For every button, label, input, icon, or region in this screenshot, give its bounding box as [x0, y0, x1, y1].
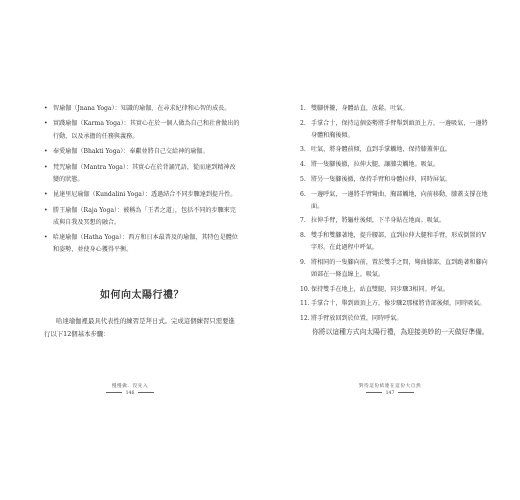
right-page-footer — [330, 383, 450, 397]
step-item — [300, 118, 490, 142]
footer-rule — [106, 392, 122, 393]
step-text: 將手臂放回到於位置，同時呼氣。 — [311, 314, 403, 322]
step-number: 7. — [300, 217, 306, 225]
bullet-icon: • — [44, 191, 48, 199]
bullet-icon: • — [44, 163, 48, 171]
step-item — [300, 159, 490, 171]
step-number: 3. — [300, 146, 306, 154]
bullet-icon: • — [44, 148, 48, 156]
page-number: 146 — [125, 391, 135, 396]
left-page-footer — [70, 383, 190, 397]
step-text: 將相同的一隻腳向前，置於雙手之間，彎曲膝部，直到跪著和腳向頭部在一條直線上。吸氣。 — [311, 258, 488, 278]
intro-paragraph: 哈達瑜伽裡最具代表性的練習是拜日式。完成這個練習只需要進行以下12個基本步驟： — [44, 317, 235, 338]
yoga-types-list — [44, 103, 240, 260]
step-item — [300, 189, 490, 213]
list-item: • 哈達瑜伽（Hatha Yoga）：西方和日本最普及的瑜伽，其特色是體位和姿勢，並使身心獲得平衡。 — [44, 234, 238, 254]
step-text: 雙腳併攏，身體站直，放鬆。吐氣。 — [311, 105, 409, 112]
list-item: • 勝王瑜伽（Raja Yoga）：被稱為「王者之道」，包括不同的步驟來完成與自我及冥想的融合。 — [44, 206, 236, 226]
step-number: 11. — [300, 300, 310, 308]
list-item: • 奉愛瑜伽（Bhakti Yoga）：奉獻並將自己交給神的瑜伽。 — [44, 146, 240, 158]
step-text: 保持雙手在地上，站直雙腿，同步驟3相同。呼氣。 — [311, 285, 449, 293]
step-number: 12. — [300, 314, 310, 322]
step-item — [300, 215, 490, 227]
step-text: 雙手和雙腳著地，提升腰部，直到拉伸大腿和手臂，形成倒置的V字形。在此過程中呼氣。 — [311, 232, 487, 252]
step-item — [300, 313, 490, 325]
step-number: 5. — [300, 175, 306, 183]
running-footer-label: 慢慢做．沒先入 — [111, 384, 149, 389]
footer-rule — [138, 392, 154, 393]
step-item — [300, 257, 490, 281]
step-text: 手掌合十，保持這個姿勢將手臂舉到頭頂上方。一邊吸氣，一邊將身體和胸後傾。 — [311, 119, 488, 139]
step-item — [300, 230, 490, 254]
page-number: 147 — [385, 391, 395, 396]
bullet-icon: • — [44, 105, 48, 112]
step-item — [300, 284, 490, 296]
section-title: 如何向太陽行禮？ — [100, 290, 184, 301]
step-text: 手掌合十，舉到頭頂上方，像步驟2那樣將背部後傾，同時吸氣。 — [311, 300, 486, 308]
list-item: • 梵咒瑜伽（Mantra Yoga）：其實心在於背誦咒語，從而達到精神改變的狀態。 — [44, 163, 236, 183]
step-number: 8. — [300, 232, 306, 239]
list-item: • 昆達里尼瑜伽（Kundalini Yoga）：透過結合不同步驟達到提升性。 — [44, 189, 240, 201]
step-number: 4. — [300, 161, 306, 169]
step-number: 2. — [300, 119, 306, 127]
bullet-icon: • — [44, 120, 48, 128]
footer-rule — [366, 392, 382, 393]
running-footer-label: 對待這份結連在這份大自然 — [358, 384, 422, 389]
step-text: 將一隻腳後撤，拉伸大腿，讓膝尖觸地。吸氣。 — [311, 161, 439, 169]
step-item — [300, 174, 490, 186]
step-number: 6. — [300, 190, 306, 198]
step-text: 拉伸手臂，將軀柱後傾，下半身貼在地面。吸氣。 — [311, 217, 446, 225]
step-text: 將另一隻腳後撤，保持手臂和身體拉伸，同時屏氣。 — [311, 175, 452, 183]
closing-paragraph: 你將以這種方式向太陽行禮，為迎接美妙的一天做好準備。 — [312, 328, 489, 336]
step-item — [300, 103, 490, 115]
sun-salutation-steps — [300, 103, 490, 328]
list-item: • 實踐瑜伽（Karma Yoga）：其實心在於一個人做為自己和社會做出的行動，以及承擔的任務與義務。 — [44, 120, 240, 140]
footer-rule — [398, 392, 414, 393]
step-number: 1. — [300, 105, 306, 112]
bullet-icon: • — [44, 206, 48, 214]
step-text: 一邊呼氣，一邊將手臂彎曲，胸部觸地，向前移動，膝蓋支撐在地面。 — [311, 190, 488, 210]
list-item: • 智瑜伽（Jnana Yoga）：知識的瑜伽，在尋求紀律和心智的成長。 — [44, 103, 240, 115]
step-text: 吐氣，將身體前傾，直到手掌觸地，保持膝蓋伸直。 — [311, 146, 452, 154]
step-number: 9. — [300, 258, 306, 266]
bullet-icon: • — [44, 234, 48, 242]
step-item — [300, 144, 490, 156]
step-item — [300, 298, 490, 310]
step-number: 10. — [300, 285, 310, 293]
